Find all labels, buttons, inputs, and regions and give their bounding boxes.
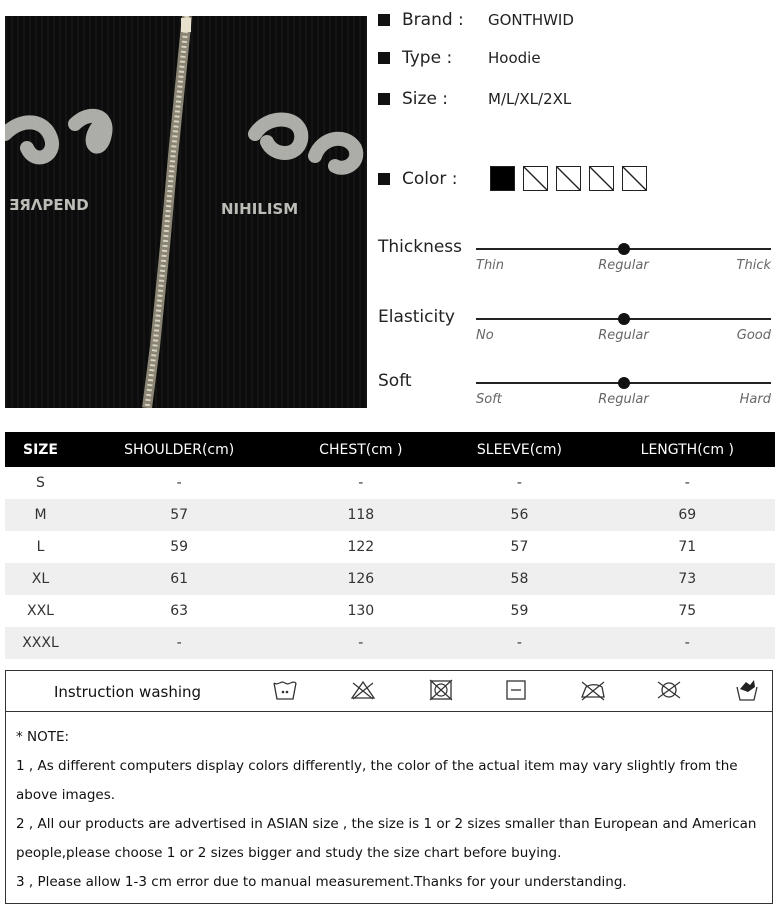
table-cell: L: [36, 539, 45, 555]
square-bullet-icon: [378, 52, 390, 64]
type-value: Hoodie: [488, 49, 541, 67]
header-length: LENGTH(cm ): [640, 441, 734, 458]
table-row: [5, 595, 775, 627]
scale-marker: [618, 313, 630, 325]
scale-right-label: Thick: [736, 258, 771, 273]
header-size: SIZE: [22, 441, 58, 458]
table-cell: -: [516, 635, 522, 651]
scale-left-label: No: [476, 328, 494, 343]
scale-slider-0: [476, 242, 771, 282]
table-cell: M: [34, 507, 47, 523]
table-cell: 73: [678, 571, 697, 587]
table-cell: XL: [31, 571, 50, 587]
table-cell: XXXL: [22, 635, 59, 651]
scale-marker: [618, 243, 630, 255]
note-line-3: 3 , Please allow 1-3 cm error due to manual measurement.Thanks for your understanding.: [16, 874, 627, 890]
table-cell: 130: [347, 603, 375, 619]
type-label: Type :: [402, 48, 453, 68]
header-sleeve: SLEEVE(cm): [476, 441, 562, 458]
size-table: [5, 432, 775, 659]
color-swatch-4[interactable]: [589, 166, 614, 191]
color-swatch-1[interactable]: [490, 166, 515, 191]
do-not-tumble-dry-icon: [428, 679, 454, 701]
table-row: [5, 627, 775, 659]
scale-slider-1: [476, 312, 771, 352]
color-label: Color :: [402, 168, 458, 189]
note-heading: * NOTE:: [16, 729, 70, 745]
spec-type: [378, 48, 541, 68]
scale-marker: [618, 377, 630, 389]
table-row: [5, 563, 775, 595]
table-cell: -: [358, 475, 364, 491]
table-cell: 118: [347, 507, 375, 523]
product-photo: [5, 16, 367, 408]
hand-wash-only-icon: [734, 679, 760, 701]
scale-left-label: Thin: [476, 258, 505, 273]
table-cell: 122: [347, 539, 375, 555]
size-value: M/L/XL/2XL: [488, 90, 572, 108]
square-bullet-icon: [378, 93, 390, 105]
scale-mid-label: Regular: [598, 258, 649, 273]
table-cell: 126: [347, 571, 375, 587]
square-bullet-icon: [378, 14, 390, 26]
size-table-header: [5, 432, 775, 467]
do-not-dry-clean-icon: [656, 679, 682, 701]
do-not-iron-icon: [580, 679, 606, 701]
do-not-bleach-icon: [350, 679, 376, 701]
dry-flat-icon: [503, 679, 529, 701]
scale-mid-label: Regular: [598, 392, 649, 407]
table-cell: 75: [678, 603, 697, 619]
square-bullet-icon: [378, 173, 390, 185]
scale-label-0: Thickness: [378, 237, 463, 257]
color-swatches: [490, 166, 647, 191]
table-cell: 69: [678, 507, 697, 523]
scale-label-1: Elasticity: [378, 307, 455, 327]
table-cell: -: [176, 635, 182, 651]
care-instructions-box: [5, 670, 773, 904]
notes-section: [16, 723, 766, 897]
chest-print-left: ƎЯΛΡΕΝD: [9, 196, 89, 214]
note-line-1: 1 , As different computers display colors differently, the color of the actual item may vary slightly from the above images.: [16, 758, 738, 803]
table-cell: 59: [510, 603, 529, 619]
chest-print-right: NIHILISM: [221, 200, 299, 218]
color-swatch-5[interactable]: [622, 166, 647, 191]
table-cell: 61: [170, 571, 189, 587]
table-cell: 63: [170, 603, 189, 619]
table-cell: 57: [170, 507, 189, 523]
washing-title: Instruction washing: [54, 683, 202, 701]
table-cell: -: [516, 475, 522, 491]
table-cell: 71: [678, 539, 697, 555]
note-line-2: 2 , All our products are advertised in ASIAN size , the size is 1 or 2 sizes smaller than European and American people,please choose 1 or 2 sizes bigger and study the size chart before buying.: [16, 816, 757, 861]
table-row: [5, 499, 775, 531]
table-cell: 56: [510, 507, 529, 523]
table-row: [5, 467, 775, 499]
table-cell: XXL: [27, 603, 54, 619]
scale-label-2: Soft: [378, 371, 412, 391]
table-row: [5, 531, 775, 563]
scale-slider-2: [476, 376, 771, 416]
table-cell: 57: [510, 539, 529, 555]
washing-header: [6, 671, 772, 712]
scale-right-label: Good: [736, 328, 771, 343]
brand-value: GONTHWID: [488, 11, 574, 29]
spec-brand: [378, 10, 574, 30]
color-swatch-3[interactable]: [556, 166, 581, 191]
size-label: Size :: [402, 89, 449, 109]
scale-right-label: Hard: [739, 392, 771, 407]
brand-label: Brand :: [402, 10, 464, 30]
table-cell: -: [684, 475, 690, 491]
scale-left-label: Soft: [476, 392, 502, 407]
hand-wash-30-icon: [272, 679, 298, 701]
header-shoulder: SHOULDER(cm): [124, 441, 235, 458]
spec-size: [378, 89, 571, 109]
table-cell: 58: [510, 571, 529, 587]
header-chest: CHEST(cm ): [319, 441, 403, 458]
scale-mid-label: Regular: [598, 328, 649, 343]
table-cell: -: [684, 635, 690, 651]
table-cell: 59: [170, 539, 189, 555]
color-swatch-2[interactable]: [523, 166, 548, 191]
table-cell: -: [358, 635, 364, 651]
table-cell: -: [176, 475, 182, 491]
table-cell: S: [36, 475, 45, 491]
spec-color: [378, 166, 647, 191]
